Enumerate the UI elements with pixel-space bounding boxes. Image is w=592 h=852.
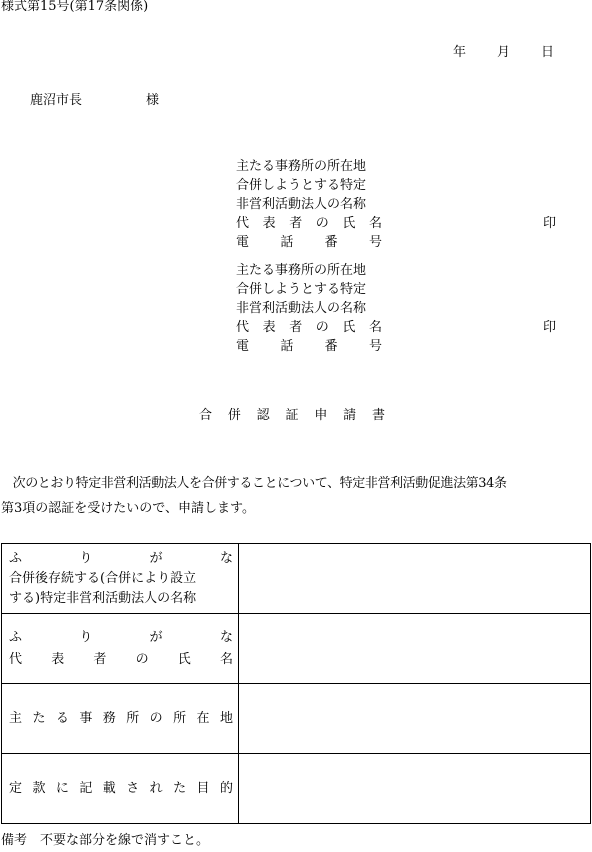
org-name-label-2: 非営利活動法人の名称: [236, 301, 367, 316]
org-name-label-1: 合併しようとする特定: [236, 282, 367, 297]
furigana-char: ふ: [9, 629, 23, 645]
rep-char: 者: [289, 320, 303, 335]
date-day: 日: [541, 45, 555, 60]
office-address-label: [9, 709, 233, 729]
label-char: 定: [9, 780, 23, 796]
label-char: 表: [51, 651, 65, 667]
label-char: 所: [173, 710, 187, 726]
label-char: 載: [102, 780, 116, 796]
label-char: さ: [126, 780, 140, 796]
label-char: 地: [219, 710, 233, 726]
label-char: 所: [126, 710, 140, 726]
org-name-label-1: 合併しようとする特定: [236, 178, 367, 193]
phone-char: 話: [280, 339, 294, 354]
applicant-block-1: [236, 158, 566, 253]
label-cell-org-name: [2, 544, 239, 614]
applicant-block-2: [236, 262, 566, 357]
seal-mark: 印: [543, 320, 557, 335]
phone-char: 番: [324, 339, 338, 354]
purpose-label: [9, 779, 233, 799]
addressee-name: 鹿沼市長: [30, 93, 83, 108]
office-address-value-cell[interactable]: [239, 684, 591, 754]
address-label: 主たる事務所の所在地: [236, 263, 367, 278]
rep-char: 代: [236, 320, 250, 335]
body-text-line-1: 次のとおり特定非営利活動法人を合併することについて、特定非営利活動促進法第34条: [0, 476, 507, 491]
table-row-org-name: [2, 544, 591, 614]
title-char: 請: [343, 408, 357, 423]
label-char: た: [32, 710, 46, 726]
title-char: 併: [227, 408, 241, 423]
rep-char: の: [315, 320, 329, 335]
rep-char: 名: [368, 320, 382, 335]
title-char: 書: [371, 408, 385, 423]
label-char: 記: [79, 780, 93, 796]
title-char: 申: [314, 408, 328, 423]
footnote: 備考 不要な部分を線で消すこと。: [1, 833, 210, 848]
label-char: に: [55, 780, 69, 796]
org-name-value-cell[interactable]: [239, 544, 591, 614]
label-cell-purpose: [2, 754, 239, 824]
date-year: 年: [453, 45, 467, 60]
label-char: 氏: [177, 651, 191, 667]
label-char: る: [55, 710, 69, 726]
furigana-char: が: [149, 550, 163, 566]
form-number: 様式第15号(第17条関係): [1, 0, 149, 14]
rep-char: 表: [262, 216, 276, 231]
label-char: の: [135, 651, 149, 667]
org-name-label-line-2: する)特定非営利活動法人の名称: [9, 590, 197, 606]
phone-char: 号: [368, 235, 382, 250]
title-char: 合: [199, 408, 213, 423]
label-cell-office-address: [2, 684, 239, 754]
purpose-value-cell[interactable]: [239, 754, 591, 824]
furigana-char: り: [79, 550, 93, 566]
table-row-representative: [2, 614, 591, 684]
phone-label: [236, 338, 382, 356]
label-char: 務: [102, 710, 116, 726]
phone-label: [236, 234, 382, 252]
furigana-char: が: [149, 629, 163, 645]
phone-char: 号: [368, 339, 382, 354]
label-char: 事: [79, 710, 93, 726]
label-char: 款: [32, 780, 46, 796]
rep-char: 氏: [342, 216, 356, 231]
title-char: 証: [285, 408, 299, 423]
furigana-label: [9, 549, 233, 569]
rep-char: 代: [236, 216, 250, 231]
phone-char: 電: [236, 339, 250, 354]
label-char: 代: [9, 651, 23, 667]
phone-char: 電: [236, 235, 250, 250]
label-char: れ: [149, 780, 163, 796]
phone-char: 話: [280, 235, 294, 250]
phone-char: 番: [324, 235, 338, 250]
label-char: 主: [9, 710, 23, 726]
label-char: 的: [219, 780, 233, 796]
label-char: の: [149, 710, 163, 726]
furigana-char: な: [219, 550, 233, 566]
rep-char: の: [315, 216, 329, 231]
representative-name-label: [9, 650, 233, 670]
label-char: 在: [196, 710, 210, 726]
label-char: 目: [196, 780, 210, 796]
representative-value-cell[interactable]: [239, 614, 591, 684]
rep-char: 表: [262, 320, 276, 335]
org-name-label-2: 非営利活動法人の名称: [236, 197, 367, 212]
rep-char: 氏: [342, 320, 356, 335]
seal-mark: 印: [543, 216, 557, 231]
representative-label: [236, 215, 382, 233]
label-cell-representative: [2, 614, 239, 684]
date-month: 月: [497, 45, 511, 60]
document-title: [199, 407, 385, 425]
addressee-honorific: 様: [146, 93, 160, 108]
body-text-line-2: 第3項の認証を受けたいので、申請します。: [1, 501, 255, 516]
application-table: [1, 543, 591, 824]
label-char: た: [173, 780, 187, 796]
representative-label: [236, 319, 382, 337]
furigana-char: ふ: [9, 550, 23, 566]
label-char: 名: [219, 651, 233, 667]
furigana-char: り: [79, 629, 93, 645]
org-name-label-line-1: 合併後存続する(合併により設立: [9, 570, 197, 586]
rep-char: 名: [368, 216, 382, 231]
table-row-office-address: [2, 684, 591, 754]
furigana-label: [9, 628, 233, 648]
title-char: 認: [256, 408, 270, 423]
table-row-purpose: [2, 754, 591, 824]
address-label: 主たる事務所の所在地: [236, 159, 367, 174]
furigana-char: な: [219, 629, 233, 645]
rep-char: 者: [289, 216, 303, 231]
label-char: 者: [93, 651, 107, 667]
